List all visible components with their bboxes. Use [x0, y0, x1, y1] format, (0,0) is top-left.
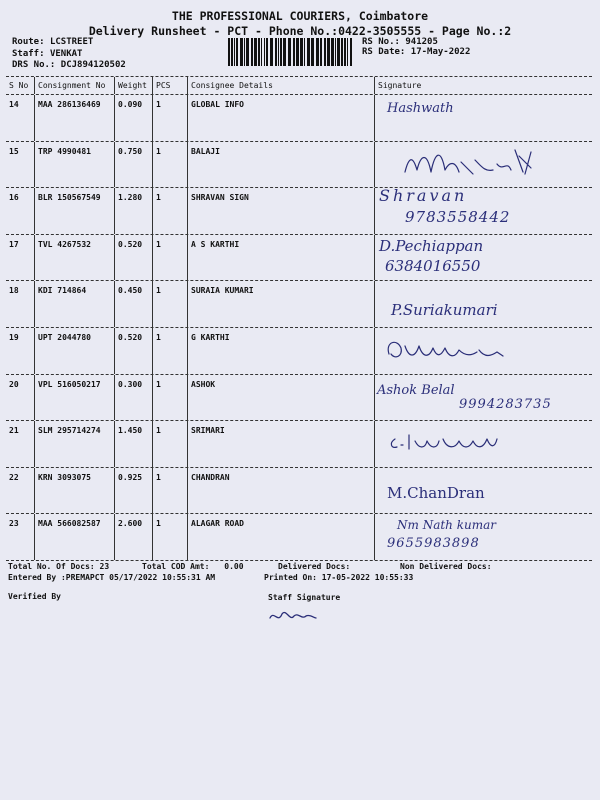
route-label: Route: — [12, 37, 45, 47]
drs-line — [12, 60, 126, 70]
consignment-cell: TVL 4267532 — [34, 235, 114, 281]
barcode-bar — [327, 38, 330, 66]
consignment-cell: BLR 150567549 — [34, 188, 114, 234]
handwritten-phone: 9655983898 — [387, 536, 480, 552]
rs-no-value: 941205 — [405, 37, 438, 47]
consignee-cell: BALAJI — [187, 142, 374, 188]
sno-cell: 15 — [9, 146, 19, 156]
weight-cell: 0.520 — [114, 235, 152, 281]
barcode-bar — [254, 38, 257, 66]
col-header-pcs: PCS — [152, 77, 187, 94]
rs-no-label: RS No.: — [362, 37, 400, 47]
barcode-bar — [324, 38, 326, 66]
sno-cell: 20 — [9, 379, 19, 389]
barcode-bar — [278, 38, 279, 66]
barcode-bar — [275, 38, 277, 66]
weight-cell: 0.090 — [114, 95, 152, 141]
barcode-bar — [251, 38, 253, 66]
consignment-cell: KRN 3093075 — [34, 468, 114, 514]
rs-no-line — [362, 37, 438, 47]
consignment-cell: KDI 714864 — [34, 281, 114, 327]
pcs-cell: 1 — [152, 375, 187, 421]
signature-cell — [374, 421, 592, 467]
signature-cell — [374, 188, 592, 234]
pcs-cell: 1 — [152, 421, 187, 467]
handwritten-signature: P.Suriakumari — [391, 301, 498, 320]
barcode-bar — [231, 38, 233, 66]
barcode-bar — [344, 38, 346, 66]
scribble-signature — [375, 142, 593, 187]
barcode-bar — [316, 38, 319, 66]
barcode-image — [228, 38, 356, 66]
runsheet-table — [6, 76, 592, 561]
entered-by: Entered By :PREMAPCT 05/17/2022 10:55:31 AM — [8, 573, 216, 582]
barcode-bar — [337, 38, 340, 66]
table-row — [6, 421, 592, 468]
route-value: LCSTREET — [49, 37, 94, 47]
pcs-cell: 1 — [152, 514, 187, 560]
staff-signature-label: Staff Signature — [268, 593, 341, 602]
col-header-signature: Signature — [374, 77, 592, 94]
barcode-bar — [304, 38, 305, 66]
weight-cell: 1.280 — [114, 188, 152, 234]
pcs-cell: 1 — [152, 328, 187, 374]
signature-cell — [374, 281, 592, 327]
table-row — [6, 142, 592, 189]
totals-line — [8, 562, 109, 571]
col-header-consignment: Consignment No — [34, 77, 114, 94]
staff-line — [12, 49, 82, 59]
consignee-cell: SURAIA KUMARI — [187, 281, 374, 327]
weight-cell: 0.520 — [114, 328, 152, 374]
drs-label: DRS No.: — [12, 60, 56, 70]
non-delivered-docs-label: Non Delivered Docs: — [400, 562, 492, 571]
barcode-bar — [264, 38, 265, 66]
scribble-signature — [375, 328, 593, 373]
consignment-cell: TRP 4990481 — [34, 142, 114, 188]
consignee-cell: GLOBAL INFO — [187, 95, 374, 141]
total-cod-label: Total COD Amt: — [142, 562, 210, 571]
total-docs-label: Total No. Of Docs: — [8, 562, 95, 571]
handwritten-signature: Hashwath — [387, 101, 454, 116]
handwritten-signature: Nm Nath kumar — [397, 518, 496, 533]
barcode-bar — [244, 38, 245, 66]
barcode-bar — [228, 38, 230, 66]
pcs-cell: 1 — [152, 142, 187, 188]
consignment-cell: SLM 295714274 — [34, 421, 114, 467]
table-row — [6, 281, 592, 328]
consignment-cell: MAA 286136469 — [34, 95, 114, 141]
handwritten-phone: 6384016550 — [385, 256, 481, 275]
signature-cell — [374, 514, 592, 560]
staff-signature-scribble — [268, 606, 318, 628]
consignment-cell: VPL 516050217 — [34, 375, 114, 421]
signature-cell — [374, 142, 592, 188]
table-row — [6, 235, 592, 282]
barcode-bar — [261, 38, 262, 66]
barcode-bar — [280, 38, 282, 66]
table-row — [6, 375, 592, 422]
rs-date-value: 17-May-2022 — [410, 47, 471, 57]
weight-cell: 0.925 — [114, 468, 152, 514]
total-cod-value: 0.00 — [224, 562, 244, 571]
consignee-cell: ASHOK — [187, 375, 374, 421]
table-row — [6, 188, 592, 235]
cod-line — [142, 562, 244, 571]
consignee-cell: SHRAVAN SIGN — [187, 188, 374, 234]
handwritten-signature: Ashok Belal — [377, 382, 455, 398]
total-docs-value: 23 — [99, 562, 110, 571]
weight-cell: 0.750 — [114, 142, 152, 188]
table-header — [6, 76, 592, 95]
consignee-cell: SRIMARI — [187, 421, 374, 467]
barcode-bar — [246, 38, 249, 66]
company-title: THE PROFESSIONAL COURIERS, Coimbatore — [171, 9, 429, 23]
consignee-cell: A S KARTHI — [187, 235, 374, 281]
barcode-bar — [283, 38, 286, 66]
table-row — [6, 514, 592, 561]
pcs-cell: 1 — [152, 188, 187, 234]
pcs-cell: 1 — [152, 95, 187, 141]
col-header-weight: Weight — [114, 77, 152, 94]
staff-label: Staff: — [12, 49, 45, 59]
route-line — [12, 37, 93, 47]
signature-cell — [374, 468, 592, 514]
weight-cell: 1.450 — [114, 421, 152, 467]
handwritten-phone: 9783558442 — [405, 208, 511, 227]
barcode-bar — [341, 38, 343, 66]
barcode-bar — [335, 38, 336, 66]
barcode-bar — [234, 38, 235, 66]
consignee-cell: CHANDRAN — [187, 468, 374, 514]
consignee-cell: ALAGAR ROAD — [187, 514, 374, 560]
sno-cell: 14 — [9, 100, 19, 109]
barcode-bar — [320, 38, 322, 66]
col-header-consignee: Consignee Details — [187, 77, 374, 94]
consignee-cell: G KARTHI — [187, 328, 374, 374]
consignment-cell: UPT 2044780 — [34, 328, 114, 374]
signature-cell — [374, 95, 592, 141]
signature-cell — [374, 235, 592, 281]
barcode-bar — [307, 38, 310, 66]
barcode-bar — [311, 38, 314, 66]
barcode-bar — [300, 38, 303, 66]
barcode-bar — [236, 38, 238, 66]
sno-cell: 23 — [9, 519, 19, 529]
delivered-docs-label: Delivered Docs: — [278, 562, 351, 571]
runsheet-title: Delivery Runsheet - PCT - Phone No.:0422-3505555 - Page No.:2 — [88, 24, 512, 38]
scribble-signature — [375, 421, 593, 466]
pcs-cell: 1 — [152, 281, 187, 327]
pcs-cell: 1 — [152, 468, 187, 514]
barcode-bar — [266, 38, 268, 66]
staff-value: VENKAT — [49, 49, 83, 59]
sno-cell: 16 — [9, 193, 19, 203]
handwritten-signature: D.Pechiappan — [379, 236, 484, 255]
verified-by-label: Verified By — [8, 592, 61, 601]
barcode-bar — [270, 38, 273, 66]
weight-cell: 0.300 — [114, 375, 152, 421]
printed-on: Printed On: 17-05-2022 10:55:33 — [264, 573, 414, 582]
pcs-cell: 1 — [152, 235, 187, 281]
sno-cell: 22 — [9, 472, 19, 482]
weight-cell: 0.450 — [114, 281, 152, 327]
sno-cell: 18 — [9, 286, 19, 296]
rs-date-label: RS Date: — [362, 47, 406, 57]
weight-cell: 2.600 — [114, 514, 152, 560]
handwritten-phone: 9994283735 — [459, 396, 552, 412]
table-row — [6, 468, 592, 515]
handwritten-signature: M.ChanDran — [387, 483, 485, 502]
barcode-bar — [288, 38, 291, 66]
col-header-sno: S No — [9, 81, 29, 90]
barcode-bar — [258, 38, 260, 66]
signature-cell — [374, 375, 592, 421]
barcode-bar — [293, 38, 295, 66]
table-row — [6, 328, 592, 375]
barcode-bar — [347, 38, 348, 66]
barcode-bar — [331, 38, 334, 66]
sno-cell: 19 — [9, 332, 19, 342]
drs-value: DCJ894120502 — [60, 60, 126, 70]
barcode-bar — [350, 38, 352, 66]
barcode-bar — [296, 38, 299, 66]
handwritten-signature: Shravan — [379, 186, 468, 206]
table-row — [6, 95, 592, 142]
consignment-cell: MAA 566082587 — [34, 514, 114, 560]
rs-date-line — [362, 47, 470, 57]
signature-cell — [374, 328, 592, 374]
sno-cell: 21 — [9, 426, 19, 436]
sno-cell: 17 — [9, 239, 19, 249]
barcode-bar — [240, 38, 243, 66]
